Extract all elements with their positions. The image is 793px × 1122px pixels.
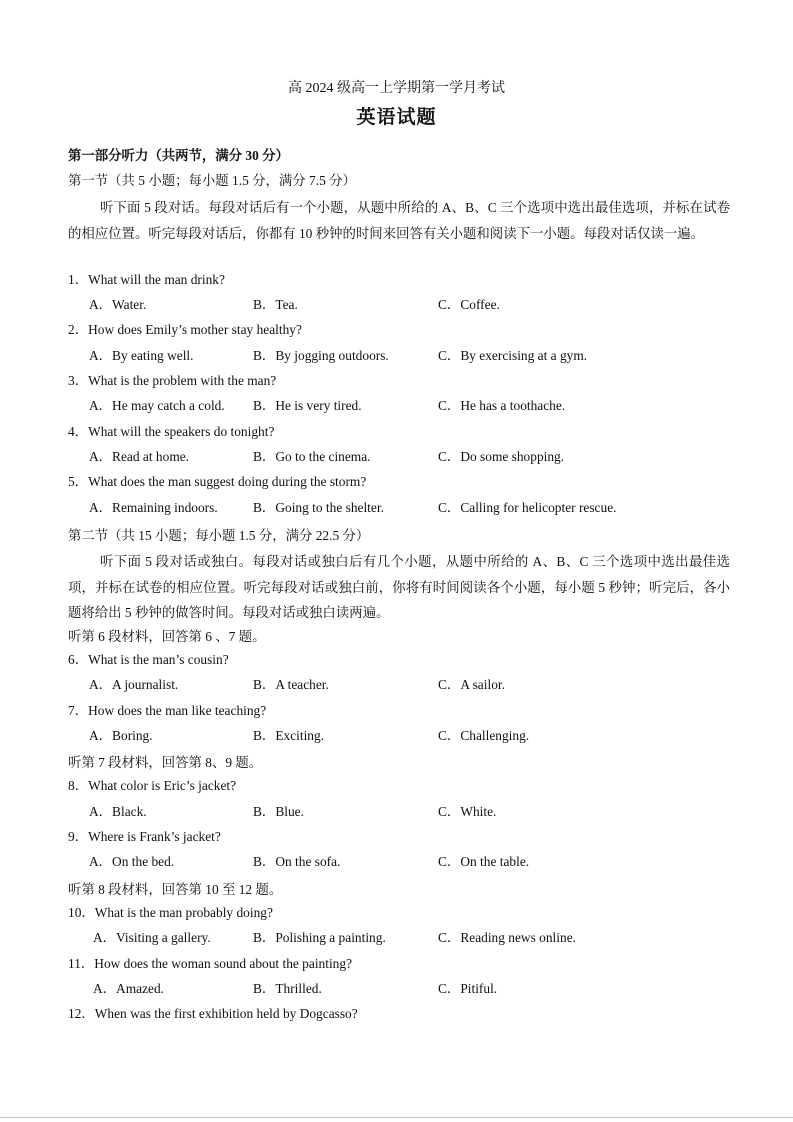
question-7: 7．How does the man like teaching? (68, 703, 267, 718)
section2-heading: 第二节（共 15 小题；每小题 1.5 分，满分 22.5 分） (68, 528, 370, 543)
section1-heading: 第一节（共 5 小题；每小题 1.5 分，满分 7.5 分） (68, 173, 356, 188)
question-6: 6．What is the man’s cousin? (68, 652, 229, 667)
q7-option-a: A．Boring. (89, 728, 153, 743)
q6-option-b: B．A teacher. (253, 677, 329, 692)
q4-option-c: C．Do some shopping. (438, 449, 565, 464)
part1-heading: 第一部分听力（共两节，满分 30 分） (68, 148, 289, 163)
exam-title: 英语试题 (356, 107, 437, 128)
q1-option-c: C．Coffee. (438, 297, 500, 312)
group-6-instruction: 听第 6 段材料，回答第 6 、7 题。 (68, 629, 266, 644)
question-8: 8．What color is Eric’s jacket? (68, 778, 237, 793)
q10-option-a: A．Visiting a gallery. (93, 930, 211, 945)
question-12: 12．When was the first exhibition held by Dogcasso? (68, 1006, 358, 1021)
group-7-instruction: 听第 7 段材料，回答第 8、9 题。 (68, 755, 263, 770)
question-11: 11．How does the woman sound about the painting? (68, 956, 353, 971)
q11-option-c: C．Pitiful. (438, 981, 498, 996)
q8-option-a: A．Black. (89, 804, 147, 819)
q2-option-c: C．By exercising at a gym. (438, 348, 588, 363)
question-1: 1．What will the man drink? (68, 272, 225, 287)
q1-option-b: B．Tea. (253, 297, 298, 312)
q8-option-c: C．White. (438, 804, 497, 819)
group-8-instruction: 听第 8 段材料，回答第 10 至 12 题。 (68, 882, 283, 897)
page-bottom-divider (0, 1117, 793, 1118)
question-10: 10．What is the man probably doing? (68, 905, 273, 920)
q2-option-a: A．By eating well. (89, 348, 194, 363)
q7-option-c: C．Challenging. (438, 728, 530, 743)
q10-option-c: C．Reading news online. (438, 930, 576, 945)
q6-option-a: A．A journalist. (89, 677, 179, 692)
q5-option-b: B．Going to the shelter. (253, 500, 384, 515)
question-3: 3．What is the problem with the man? (68, 373, 277, 388)
question-2: 2．How does Emily’s mother stay healthy? (68, 322, 302, 337)
q3-option-c: C．He has a toothache. (438, 398, 566, 413)
q9-option-b: B．On the sofa. (253, 854, 341, 869)
q4-option-a: A．Read at home. (89, 449, 190, 464)
q6-option-c: C．A sailor. (438, 677, 505, 692)
q11-option-b: B．Thrilled. (253, 981, 322, 996)
exam-subtitle: 高 2024 级高一上学期第一学月考试 (288, 81, 505, 96)
question-4: 4．What will the speakers do tonight? (68, 424, 275, 439)
q1-option-a: A．Water. (89, 297, 147, 312)
section1-instructions: 听下面 5 段对话。每段对话后有一个小题，从题中所给的 A、B、C 三个选项中选出最佳选项，并标在试卷的相应位置。听完每段对话后，你都有 10 秒钟的时间来回答有关小题和阅读下一小题。每段对话仅读一遍。 (68, 200, 730, 241)
question-9: 9．Where is Frank’s jacket? (68, 829, 221, 844)
q9-option-a: A．On the bed. (89, 854, 175, 869)
q5-option-c: C．Calling for helicopter rescue. (438, 500, 617, 515)
question-5: 5．What does the man suggest doing during the storm? (68, 474, 367, 489)
q3-option-a: A．He may catch a cold. (89, 398, 225, 413)
q8-option-b: B．Blue. (253, 804, 304, 819)
q7-option-b: B．Exciting. (253, 728, 325, 743)
section2-instructions: 听下面 5 段对话或独白。每段对话或独白后有几个小题，从题中所给的 A、B、C 三个选项中选出最佳选项，并标在试卷的相应位置。听完每段对话或独白前，你将有时间阅读各个小题，每小题 5 秒钟；听完后，各小题将给出 5 秒钟的做答时间。每段对话或独白读两遍。 (68, 554, 730, 620)
q2-option-b: B．By jogging outdoors. (253, 348, 389, 363)
q10-option-b: B．Polishing a painting. (253, 930, 386, 945)
q9-option-c: C．On the table. (438, 854, 530, 869)
q5-option-a: A．Remaining indoors. (89, 500, 218, 515)
q4-option-b: B．Go to the cinema. (253, 449, 371, 464)
q11-option-a: A．Amazed. (93, 981, 165, 996)
q3-option-b: B．He is very tired. (253, 398, 362, 413)
